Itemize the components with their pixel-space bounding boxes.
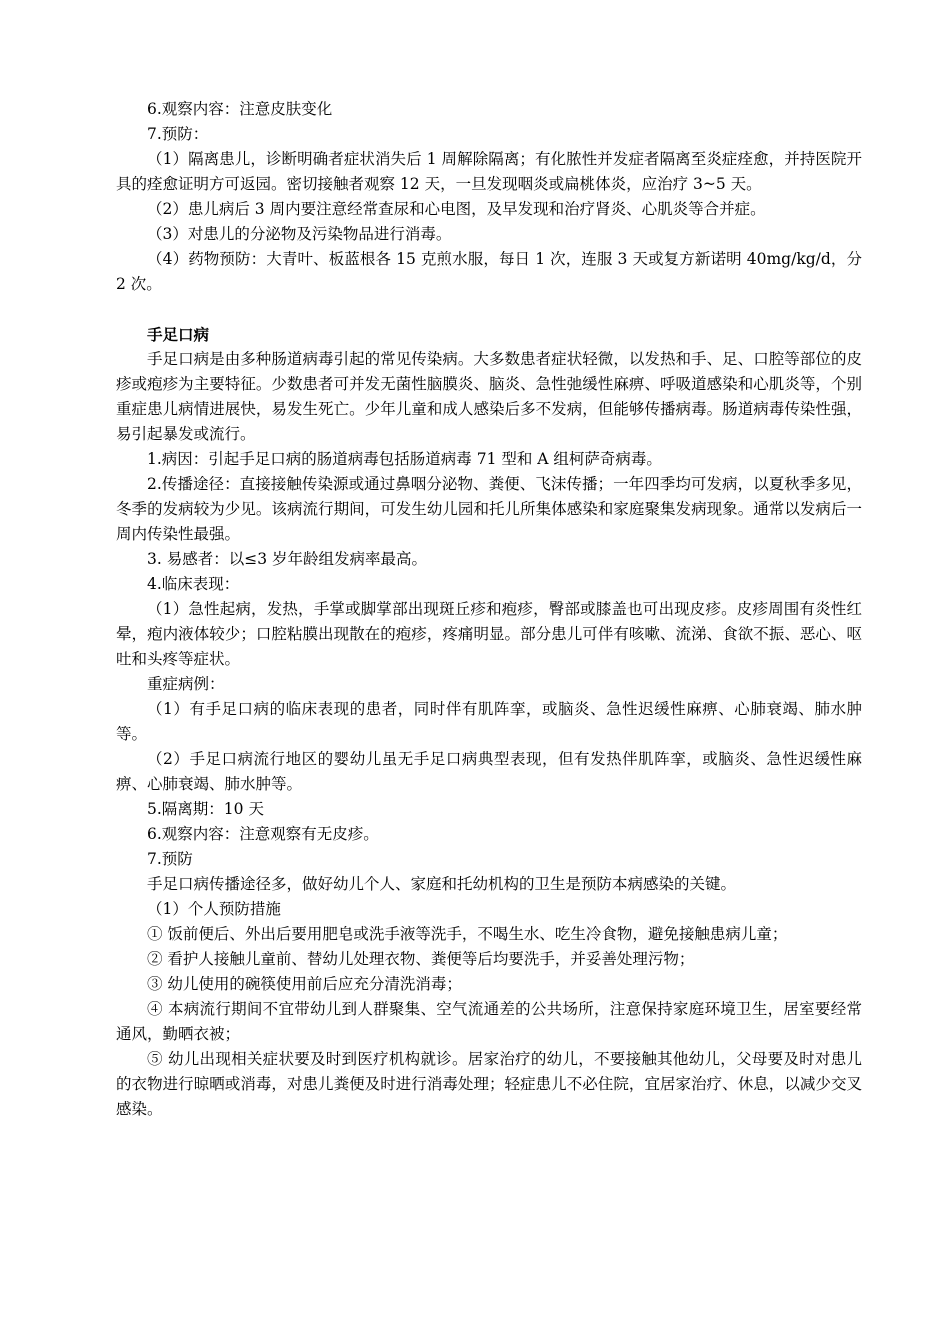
- prevention-item-1: （1）隔离患儿，诊断明确者症状消失后 1 周解除隔离；有化脓性并发症者隔离至炎症痊愈，并持医院开具的痊愈证明方可返园。密切接触者观察 12 天，一旦发现咽炎或扁桃体炎，应治疗 3~5 天。: [116, 150, 862, 193]
- hfmd-isolation: 5.隔离期：10 天: [147, 800, 264, 818]
- hfmd-susceptible: 3. 易感者：以≤3 岁年龄组发病率最高。: [147, 550, 427, 568]
- document-page: [116, 97, 862, 1122]
- hfmd-prevention-intro: 手足口病传播途径多，做好幼儿个人、家庭和托幼机构的卫生是预防本病感染的关键。: [147, 875, 737, 893]
- hfmd-measure-2: ② 看护人接触儿童前、替幼儿处理衣物、粪便等后均要洗手，并妥善处理污物；: [147, 950, 695, 968]
- section-gap: [116, 297, 862, 322]
- prevention-heading: 7.预防：: [147, 125, 209, 143]
- hfmd-intro: 手足口病是由多种肠道病毒引起的常见传染病。大多数患者症状轻微，以发热和手、足、口腔等部位的皮疹或疱疹为主要特征。少数患者可并发无菌性脑膜炎、脑炎、急性弛缓性麻痹、呼吸道感染和心肌炎等，个别重症患儿病情进展快，易发生死亡。少年儿童和成人感染后多不发病，但能够传播病毒。肠道病毒传染性强，易引起暴发或流行。: [116, 350, 862, 443]
- section-title: 手足口病: [147, 325, 210, 344]
- hfmd-measure-3: ③ 幼儿使用的碗筷使用前后应充分清洗消毒；: [147, 975, 462, 993]
- hfmd-personal-heading: （1）个人预防措施: [147, 900, 281, 918]
- hfmd-clinical-heading: 4.临床表现：: [147, 575, 240, 593]
- hfmd-transmission: 2.传播途径：直接接触传染源或通过鼻咽分泌物、粪便、飞沫传播；一年四季均可发病，以夏秋季多见，冬季的发病较为少见。该病流行期间，可发生幼儿园和托儿所集体感染和家庭聚集发病现象。通常以发病后一周内传染性最强。: [116, 475, 862, 543]
- hfmd-measure-4: ④ 本病流行期间不宜带幼儿到人群聚集、空气流通差的公共场所，注意保持家庭环境卫生，居室要经常通风，勤晒衣被；: [116, 1000, 862, 1043]
- hfmd-measure-5: ⑤ 幼儿出现相关症状要及时到医疗机构就诊。居家治疗的幼儿，不要接触其他幼儿，父母要及时对患儿的衣物进行晾晒或消毒，对患儿粪便及时进行消毒处理；轻症患儿不必住院，宜居家治疗、休息，以减少交叉感染。: [116, 1050, 862, 1118]
- prevention-item-4: （4）药物预防：大青叶、板蓝根各 15 克煎水服，每日 1 次，连服 3 天或复方新诺明 40mg/kg/d，分 2 次。: [116, 250, 862, 293]
- hfmd-observation: 6.观察内容：注意观察有无皮疹。: [147, 825, 379, 843]
- hfmd-prevention-heading: 7.预防: [147, 850, 193, 868]
- prevention-item-2: （2）患儿病后 3 周内要注意经常查尿和心电图，及早发现和治疗肾炎、心肌炎等合并症。: [147, 200, 766, 218]
- hfmd-severe-item-1: （1）有手足口病的临床表现的患者，同时伴有肌阵挛，或脑炎、急性迟缓性麻痹、心肺衰竭、肺水肿等。: [116, 700, 862, 743]
- hfmd-cause: 1.病因：引起手足口病的肠道病毒包括肠道病毒 71 型和 A 组柯萨奇病毒。: [147, 450, 662, 468]
- hfmd-clinical-item-1: （1）急性起病，发热，手掌或脚掌部出现斑丘疹和疱疹，臀部或膝盖也可出现皮疹。皮疹周围有炎性红晕，疱内液体较少；口腔粘膜出现散在的疱疹，疼痛明显。部分患儿可伴有咳嗽、流涕、食欲不振、恶心、呕吐和头疼等症状。: [116, 600, 862, 668]
- hfmd-measure-1: ① 饭前便后、外出后要用肥皂或洗手液等洗手，不喝生水、吃生冷食物，避免接触患病儿童；: [147, 925, 788, 943]
- hfmd-severe-item-2: （2）手足口病流行地区的婴幼儿虽无手足口病典型表现，但有发热伴肌阵挛，或脑炎、急性迟缓性麻痹、心肺衰竭、肺水肿等。: [116, 750, 862, 793]
- observation-content: 6.观察内容：注意皮肤变化: [147, 100, 333, 118]
- prevention-item-3: （3）对患儿的分泌物及污染物品进行消毒。: [147, 225, 452, 243]
- hfmd-severe-heading: 重症病例：: [147, 675, 225, 693]
